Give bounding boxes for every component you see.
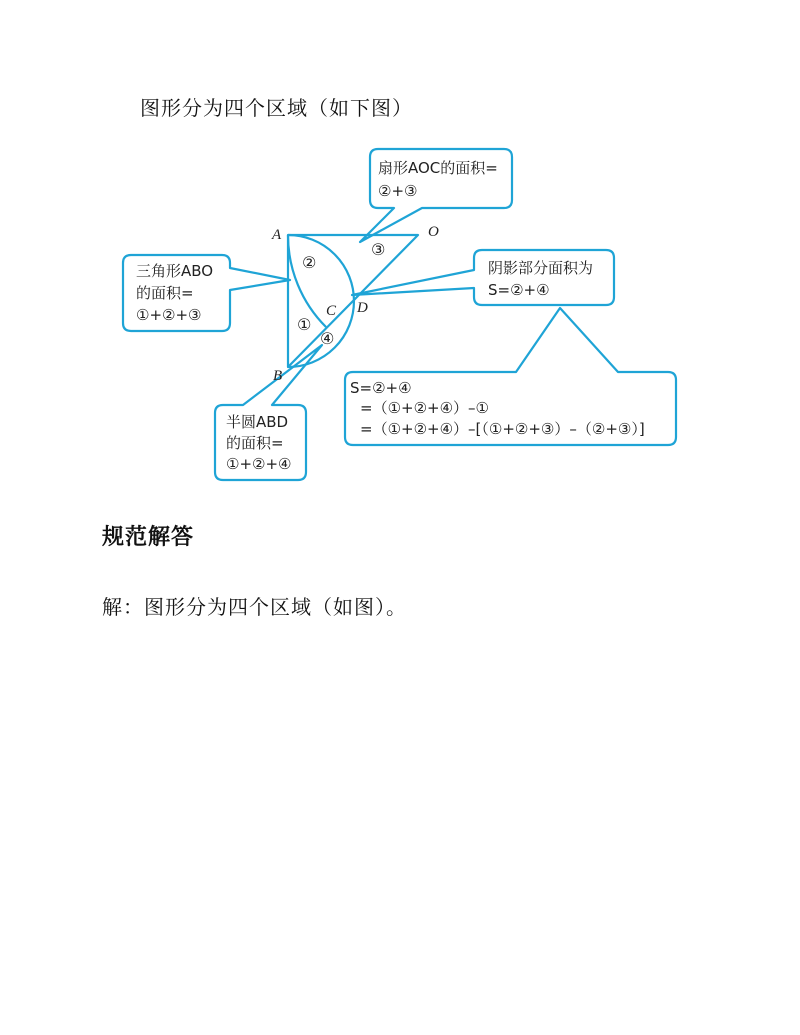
section-title: 规范解答 bbox=[102, 524, 195, 550]
callout-formula-line3: =（①+②+④）–[（①+②+③）–（②+③）] bbox=[360, 420, 645, 438]
callout-formula-line1: S=②+④ bbox=[350, 379, 412, 397]
solution-text: 解：图形分为四个区域（如图）。 bbox=[102, 595, 407, 619]
callout-sector-line2: ②+③ bbox=[378, 182, 418, 200]
arc-ac bbox=[288, 235, 326, 327]
callout-sector-line1: 扇形AOC的面积= bbox=[378, 159, 498, 177]
callout-semicircle-line3: ①+②+④ bbox=[226, 455, 292, 473]
region-4-label: ④ bbox=[320, 329, 335, 348]
callout-shaded-line2: S=②+④ bbox=[488, 281, 550, 299]
callout-triangle-line1: 三角形ABO bbox=[136, 262, 214, 280]
callout-formula-line2: =（①+②+④）–① bbox=[360, 399, 489, 417]
callout-triangle-line3: ①+②+③ bbox=[136, 306, 202, 324]
point-o-label: O bbox=[428, 224, 439, 240]
intro-text: 图形分为四个区域（如下图） bbox=[140, 96, 413, 120]
callout-semicircle-line1: 半圆ABD bbox=[226, 413, 289, 431]
point-b-label: B bbox=[273, 368, 283, 384]
callout-triangle-line2: 的面积= bbox=[136, 284, 194, 302]
region-2-label: ② bbox=[302, 253, 317, 272]
region-3-label: ③ bbox=[371, 240, 386, 259]
callout-semicircle-line2: 的面积= bbox=[226, 434, 284, 452]
region-1-label: ① bbox=[297, 315, 312, 334]
callout-shaded-line1: 阴影部分面积为 bbox=[488, 259, 594, 277]
point-d-label: D bbox=[357, 300, 368, 316]
geometry-figure bbox=[0, 0, 800, 500]
point-a-label: A bbox=[272, 227, 282, 243]
point-c-label: C bbox=[326, 303, 337, 319]
